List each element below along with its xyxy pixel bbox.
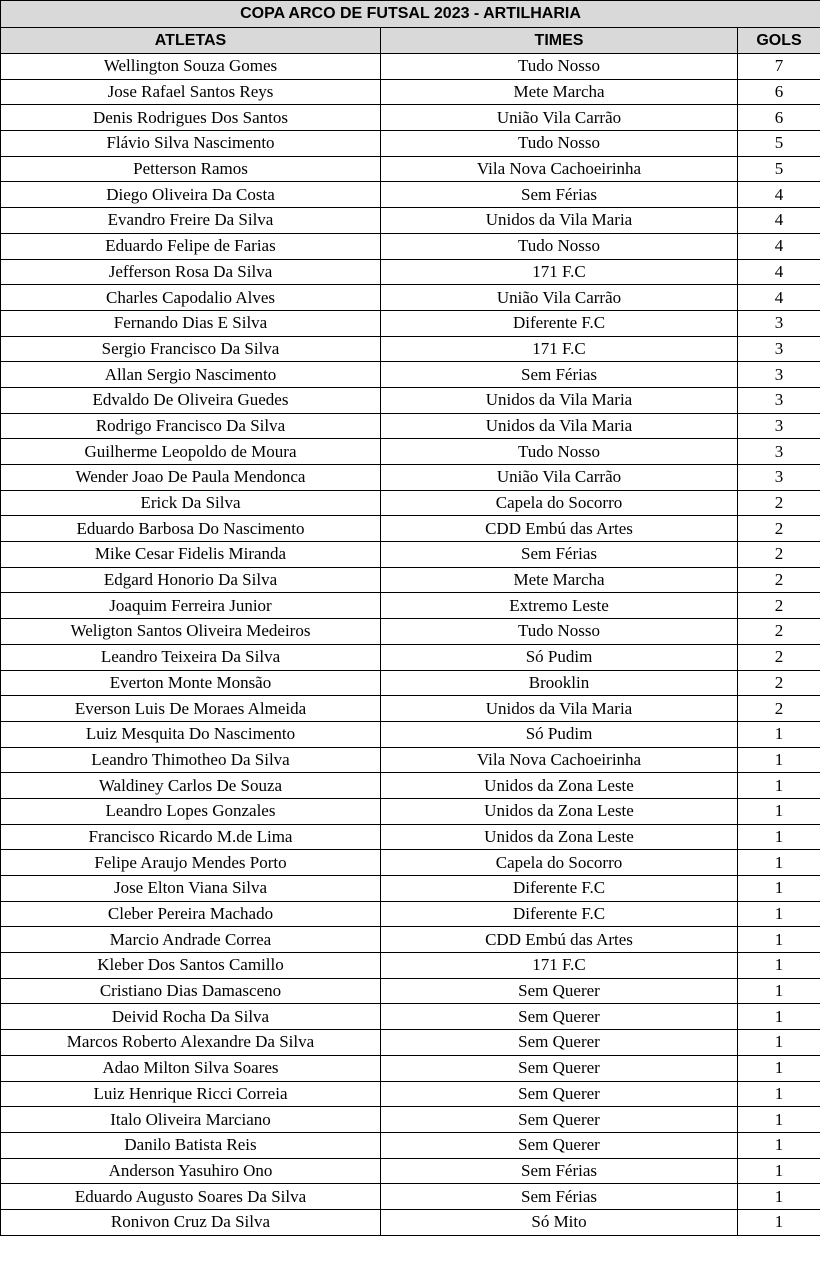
goals-cell: 1 xyxy=(738,850,820,876)
goals-cell: 1 xyxy=(738,773,820,799)
athlete-cell: Jose Rafael Santos Reys xyxy=(1,79,381,105)
goals-cell: 3 xyxy=(738,336,820,362)
team-cell: Mete Marcha xyxy=(381,79,738,105)
team-cell: Sem Querer xyxy=(381,1055,738,1081)
table-row xyxy=(1,1158,820,1184)
goals-cell: 1 xyxy=(738,901,820,927)
athlete-cell: Erick Da Silva xyxy=(1,490,381,516)
athlete-cell: Everson Luis De Moraes Almeida xyxy=(1,696,381,722)
athlete-cell: Denis Rodrigues Dos Santos xyxy=(1,105,381,131)
athlete-cell: Petterson Ramos xyxy=(1,156,381,182)
table-row xyxy=(1,978,820,1004)
team-cell: Só Mito xyxy=(381,1209,738,1235)
team-cell: Tudo Nosso xyxy=(381,54,738,80)
title-row xyxy=(1,1,820,28)
team-cell: Unidos da Vila Maria xyxy=(381,208,738,234)
athlete-cell: Wellington Souza Gomes xyxy=(1,54,381,80)
table-row xyxy=(1,542,820,568)
goals-cell: 1 xyxy=(738,798,820,824)
goals-cell: 5 xyxy=(738,131,820,157)
team-cell: Unidos da Zona Leste xyxy=(381,773,738,799)
table-row xyxy=(1,644,820,670)
athlete-cell: Adao Milton Silva Soares xyxy=(1,1055,381,1081)
table-row xyxy=(1,901,820,927)
header-goals: GOLS xyxy=(738,28,820,54)
team-cell: Diferente F.C xyxy=(381,901,738,927)
goals-cell: 2 xyxy=(738,567,820,593)
athlete-cell: Eduardo Felipe de Farias xyxy=(1,233,381,259)
athlete-cell: Edvaldo De Oliveira Guedes xyxy=(1,387,381,413)
team-cell: 171 F.C xyxy=(381,336,738,362)
team-cell: Tudo Nosso xyxy=(381,131,738,157)
table-row xyxy=(1,567,820,593)
athlete-cell: Rodrigo Francisco Da Silva xyxy=(1,413,381,439)
table-row xyxy=(1,1081,820,1107)
team-cell: União Vila Carrão xyxy=(381,105,738,131)
athlete-cell: Evandro Freire Da Silva xyxy=(1,208,381,234)
team-cell: Sem Férias xyxy=(381,1184,738,1210)
goals-cell: 1 xyxy=(738,1184,820,1210)
table-row xyxy=(1,670,820,696)
team-cell: Diferente F.C xyxy=(381,876,738,902)
goals-cell: 1 xyxy=(738,1132,820,1158)
athlete-cell: Mike Cesar Fidelis Miranda xyxy=(1,542,381,568)
goals-cell: 1 xyxy=(738,876,820,902)
goals-cell: 1 xyxy=(738,747,820,773)
athlete-cell: Leandro Lopes Gonzales xyxy=(1,798,381,824)
table-row xyxy=(1,362,820,388)
athlete-cell: Sergio Francisco Da Silva xyxy=(1,336,381,362)
athlete-cell: Allan Sergio Nascimento xyxy=(1,362,381,388)
team-cell: Sem Férias xyxy=(381,542,738,568)
goals-cell: 2 xyxy=(738,619,820,645)
athlete-cell: Luiz Mesquita Do Nascimento xyxy=(1,721,381,747)
table-row xyxy=(1,413,820,439)
athlete-cell: Diego Oliveira Da Costa xyxy=(1,182,381,208)
goals-cell: 2 xyxy=(738,516,820,542)
table-row xyxy=(1,1004,820,1030)
athlete-cell: Eduardo Barbosa Do Nascimento xyxy=(1,516,381,542)
table-row xyxy=(1,131,820,157)
goals-cell: 3 xyxy=(738,465,820,491)
table-row xyxy=(1,1184,820,1210)
team-cell: Unidos da Vila Maria xyxy=(381,696,738,722)
goals-cell: 2 xyxy=(738,593,820,619)
table-row xyxy=(1,824,820,850)
team-cell: Tudo Nosso xyxy=(381,619,738,645)
goals-cell: 2 xyxy=(738,490,820,516)
team-cell: Unidos da Zona Leste xyxy=(381,824,738,850)
team-cell: Extremo Leste xyxy=(381,593,738,619)
table-row xyxy=(1,387,820,413)
team-cell: 171 F.C xyxy=(381,953,738,979)
goals-cell: 1 xyxy=(738,978,820,1004)
goals-cell: 6 xyxy=(738,79,820,105)
team-cell: CDD Embú das Artes xyxy=(381,516,738,542)
team-cell: União Vila Carrão xyxy=(381,465,738,491)
goals-cell: 1 xyxy=(738,1209,820,1235)
athlete-cell: Deivid Rocha Da Silva xyxy=(1,1004,381,1030)
team-cell: Só Pudim xyxy=(381,644,738,670)
team-cell: Diferente F.C xyxy=(381,310,738,336)
goals-cell: 6 xyxy=(738,105,820,131)
header-teams: TIMES xyxy=(381,28,738,54)
team-cell: CDD Embú das Artes xyxy=(381,927,738,953)
table-row xyxy=(1,336,820,362)
athlete-cell: Fernando Dias E Silva xyxy=(1,310,381,336)
goals-cell: 4 xyxy=(738,182,820,208)
table-row xyxy=(1,285,820,311)
table-row xyxy=(1,490,820,516)
goals-cell: 4 xyxy=(738,285,820,311)
table-row xyxy=(1,259,820,285)
goals-cell: 3 xyxy=(738,310,820,336)
athlete-cell: Eduardo Augusto Soares Da Silva xyxy=(1,1184,381,1210)
table-row xyxy=(1,516,820,542)
athlete-cell: Leandro Thimotheo Da Silva xyxy=(1,747,381,773)
athlete-cell: Joaquim Ferreira Junior xyxy=(1,593,381,619)
goals-cell: 1 xyxy=(738,1055,820,1081)
header-row xyxy=(1,28,820,54)
goals-cell: 2 xyxy=(738,644,820,670)
athlete-cell: Ronivon Cruz Da Silva xyxy=(1,1209,381,1235)
athlete-cell: Luiz Henrique Ricci Correia xyxy=(1,1081,381,1107)
table-row xyxy=(1,619,820,645)
athlete-cell: Felipe Araujo Mendes Porto xyxy=(1,850,381,876)
goals-cell: 1 xyxy=(738,1107,820,1133)
team-cell: Mete Marcha xyxy=(381,567,738,593)
team-cell: Unidos da Vila Maria xyxy=(381,413,738,439)
goals-cell: 1 xyxy=(738,1004,820,1030)
goals-cell: 4 xyxy=(738,233,820,259)
table-row xyxy=(1,850,820,876)
table-row xyxy=(1,156,820,182)
table-row xyxy=(1,876,820,902)
athlete-cell: Charles Capodalio Alves xyxy=(1,285,381,311)
team-cell: Vila Nova Cachoeirinha xyxy=(381,156,738,182)
goals-cell: 3 xyxy=(738,387,820,413)
team-cell: Tudo Nosso xyxy=(381,233,738,259)
team-cell: Sem Férias xyxy=(381,1158,738,1184)
athlete-cell: Flávio Silva Nascimento xyxy=(1,131,381,157)
table-row xyxy=(1,208,820,234)
team-cell: Capela do Socorro xyxy=(381,850,738,876)
table-row xyxy=(1,773,820,799)
goals-cell: 5 xyxy=(738,156,820,182)
team-cell: 171 F.C xyxy=(381,259,738,285)
goals-cell: 3 xyxy=(738,362,820,388)
goals-cell: 4 xyxy=(738,259,820,285)
athlete-cell: Wender Joao De Paula Mendonca xyxy=(1,465,381,491)
team-cell: Capela do Socorro xyxy=(381,490,738,516)
table-row xyxy=(1,1055,820,1081)
goals-cell: 3 xyxy=(738,413,820,439)
athlete-cell: Danilo Batista Reis xyxy=(1,1132,381,1158)
table-row xyxy=(1,465,820,491)
goals-cell: 2 xyxy=(738,670,820,696)
table-row xyxy=(1,747,820,773)
team-cell: Sem Querer xyxy=(381,1107,738,1133)
team-cell: Sem Querer xyxy=(381,1081,738,1107)
table-row xyxy=(1,593,820,619)
athlete-cell: Everton Monte Monsão xyxy=(1,670,381,696)
team-cell: Unidos da Vila Maria xyxy=(381,387,738,413)
team-cell: Sem Férias xyxy=(381,362,738,388)
header-athletes: ATLETAS xyxy=(1,28,381,54)
team-cell: Tudo Nosso xyxy=(381,439,738,465)
goals-cell: 4 xyxy=(738,208,820,234)
goals-cell: 1 xyxy=(738,721,820,747)
athlete-cell: Cleber Pereira Machado xyxy=(1,901,381,927)
team-cell: Sem Querer xyxy=(381,1030,738,1056)
table-row xyxy=(1,1107,820,1133)
goals-cell: 3 xyxy=(738,439,820,465)
table-row xyxy=(1,696,820,722)
goals-cell: 1 xyxy=(738,1081,820,1107)
table-row xyxy=(1,233,820,259)
table-row xyxy=(1,798,820,824)
table-row xyxy=(1,1030,820,1056)
table-row xyxy=(1,182,820,208)
table-row xyxy=(1,439,820,465)
athlete-cell: Marcio Andrade Correa xyxy=(1,927,381,953)
table-row xyxy=(1,927,820,953)
table-row xyxy=(1,1132,820,1158)
table-body xyxy=(1,54,820,1236)
athlete-cell: Waldiney Carlos De Souza xyxy=(1,773,381,799)
athlete-cell: Weligton Santos Oliveira Medeiros xyxy=(1,619,381,645)
athlete-cell: Kleber Dos Santos Camillo xyxy=(1,953,381,979)
athlete-cell: Edgard Honorio Da Silva xyxy=(1,567,381,593)
athlete-cell: Jose Elton Viana Silva xyxy=(1,876,381,902)
athlete-cell: Francisco Ricardo M.de Lima xyxy=(1,824,381,850)
team-cell: Vila Nova Cachoeirinha xyxy=(381,747,738,773)
team-cell: Só Pudim xyxy=(381,721,738,747)
table-title: COPA ARCO DE FUTSAL 2023 - ARTILHARIA xyxy=(1,1,820,28)
table-row xyxy=(1,105,820,131)
team-cell: Unidos da Zona Leste xyxy=(381,798,738,824)
athlete-cell: Leandro Teixeira Da Silva xyxy=(1,644,381,670)
team-cell: Brooklin xyxy=(381,670,738,696)
goals-cell: 1 xyxy=(738,824,820,850)
athlete-cell: Italo Oliveira Marciano xyxy=(1,1107,381,1133)
team-cell: Sem Querer xyxy=(381,1004,738,1030)
team-cell: Sem Querer xyxy=(381,1132,738,1158)
goals-cell: 1 xyxy=(738,927,820,953)
goals-cell: 7 xyxy=(738,54,820,80)
goals-cell: 2 xyxy=(738,542,820,568)
athlete-cell: Anderson Yasuhiro Ono xyxy=(1,1158,381,1184)
table-row xyxy=(1,54,820,80)
team-cell: Sem Querer xyxy=(381,978,738,1004)
goals-cell: 1 xyxy=(738,953,820,979)
athlete-cell: Marcos Roberto Alexandre Da Silva xyxy=(1,1030,381,1056)
team-cell: União Vila Carrão xyxy=(381,285,738,311)
table-row xyxy=(1,310,820,336)
team-cell: Sem Férias xyxy=(381,182,738,208)
table-row xyxy=(1,79,820,105)
athlete-cell: Cristiano Dias Damasceno xyxy=(1,978,381,1004)
table-row xyxy=(1,953,820,979)
table-row xyxy=(1,721,820,747)
athlete-cell: Jefferson Rosa Da Silva xyxy=(1,259,381,285)
goals-cell: 1 xyxy=(738,1030,820,1056)
table-row xyxy=(1,1209,820,1235)
goals-cell: 1 xyxy=(738,1158,820,1184)
athlete-cell: Guilherme Leopoldo de Moura xyxy=(1,439,381,465)
goals-cell: 2 xyxy=(738,696,820,722)
